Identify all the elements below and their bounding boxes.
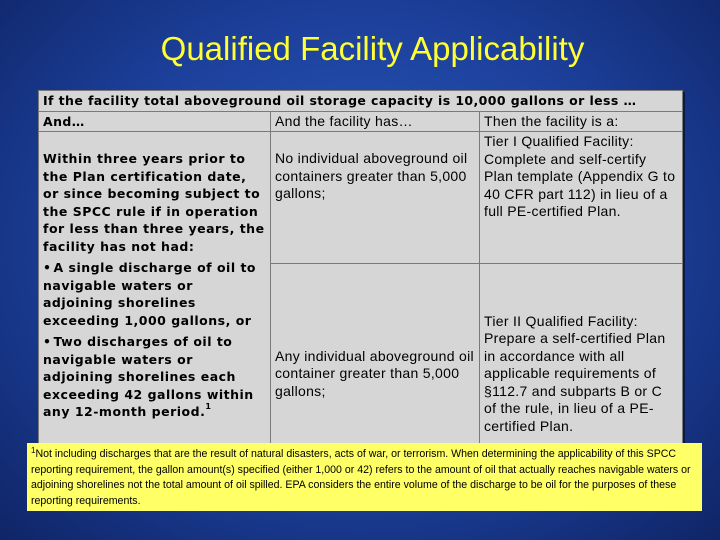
condition-cell [39, 132, 271, 485]
table-header-full: If the facility total aboveground oil storage capacity is 10,000 gallons or less … [39, 91, 683, 112]
applicability-table [38, 90, 683, 485]
table-row [39, 132, 683, 264]
col2-header: And the facility has… [271, 111, 480, 132]
row2-capacity: Any individual aboveground oil container greater than 5,000 gallons; [271, 264, 480, 485]
row1-result: Tier I Qualified Facility: Complete and self-certify Plan template (Appendix G to 40 CFR part 112) in lieu of a full PE-certified Plan. [480, 132, 683, 264]
bullet-icon: • [43, 334, 52, 349]
footnote-box [27, 443, 702, 511]
column-header-row [39, 111, 683, 132]
condition-bullet-1 [43, 259, 266, 329]
footnote-text: Not including discharges that are the result of natural disasters, acts of war, or terrorism. When determining the applicability of this SPCC reporting requirement, the gallon amount(s) specified (either 1,000 or 42) refers to the amount of oil that actually reaches navigable waters or adjoining shorelines not the total amount of oil spilled. EPA considers the entire volume of the discharge to be oil for the purposes of these reporting requirements. [31, 448, 691, 507]
row1-capacity: No individual aboveground oil containers greater than 5,000 gallons; [271, 132, 480, 264]
bullet-2-text: Two discharges of oil to navigable waters or adjoining shorelines each exceeding 42 gallons within any 12-month period. [43, 334, 254, 419]
footnote-marker: 1 [31, 446, 36, 455]
col1-header: And… [39, 111, 271, 132]
bullet-icon: • [43, 260, 52, 275]
condition-intro: Within three years prior to the Plan certification date, or since becoming subject to the SPCC rule if in operation for less than three years, the facility has not had: [43, 151, 265, 254]
col3-header: Then the facility is a: [480, 111, 683, 132]
bullet-1-text: A single discharge of oil to navigable waters or adjoining shorelines exceeding 1,000 gallons, or [43, 260, 257, 328]
footnote-ref: 1 [205, 402, 212, 411]
slide-title: Qualified Facility Applicability [160, 30, 585, 67]
table-header-row [39, 91, 683, 112]
condition-bullet-2 [43, 333, 266, 421]
row2-result: Tier II Qualified Facility: Prepare a self-certified Plan in accordance with all applicable requirements of §112.7 and subparts B or C of the rule, in lieu of a PE-certified Plan. [480, 264, 683, 485]
